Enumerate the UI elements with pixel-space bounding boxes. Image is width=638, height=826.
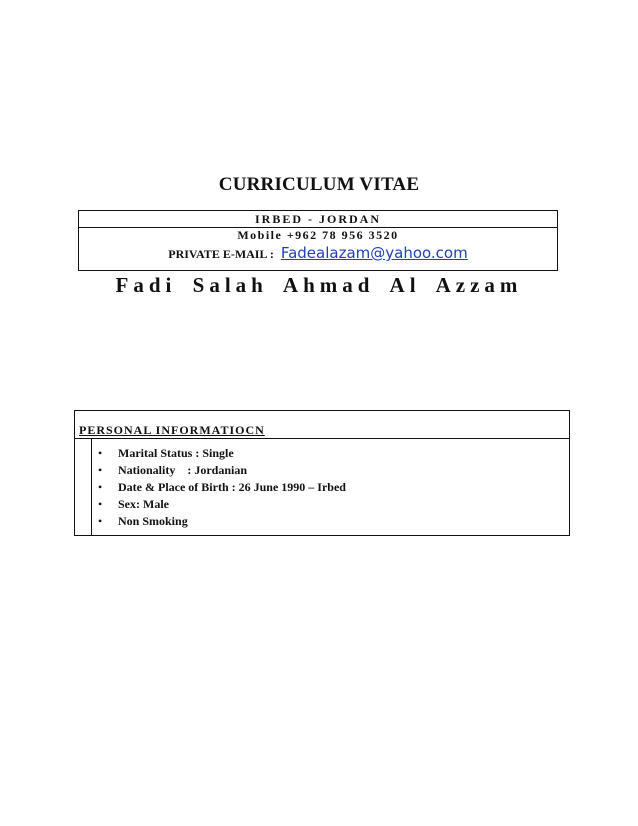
birth-info: Date & Place of Birth : 26 June 1990 – Irbed <box>118 480 346 494</box>
margin-divider <box>91 439 92 535</box>
list-item <box>98 479 346 496</box>
personal-info-heading: PERSONAL INFORMATIOCN <box>79 423 265 437</box>
email-row <box>79 244 557 263</box>
sex: Sex: Male <box>118 497 169 511</box>
email-label: PRIVATE E-MAIL : <box>168 247 274 261</box>
marital-status: Marital Status : Single <box>118 446 234 460</box>
mobile-text: Mobile +962 78 956 3520 <box>237 228 399 242</box>
list-item <box>98 462 346 479</box>
full-name: Fadi Salah Ahmad Al Azzam <box>115 273 523 297</box>
list-item <box>98 496 346 513</box>
bullet-icon: • <box>98 514 103 528</box>
email-link[interactable]: Fadealazam@yahoo.com <box>280 244 468 262</box>
personal-info-list <box>98 445 346 530</box>
personal-info-section <box>74 410 570 536</box>
bullet-icon: • <box>98 480 103 494</box>
bullet-icon: • <box>98 463 103 477</box>
personal-info-body <box>75 439 569 535</box>
document-title: CURRICULUM VITAE <box>218 174 420 195</box>
smoking-status: Non Smoking <box>118 514 188 528</box>
personal-info-header <box>75 411 569 439</box>
nationality: Nationality : Jordanian <box>118 463 248 477</box>
bullet-icon: • <box>98 497 103 511</box>
contact-box <box>78 210 558 271</box>
list-item <box>98 445 346 462</box>
bullet-icon: • <box>98 446 103 460</box>
location-text: IRBED - JORDAN <box>79 211 557 228</box>
list-item <box>98 513 346 530</box>
